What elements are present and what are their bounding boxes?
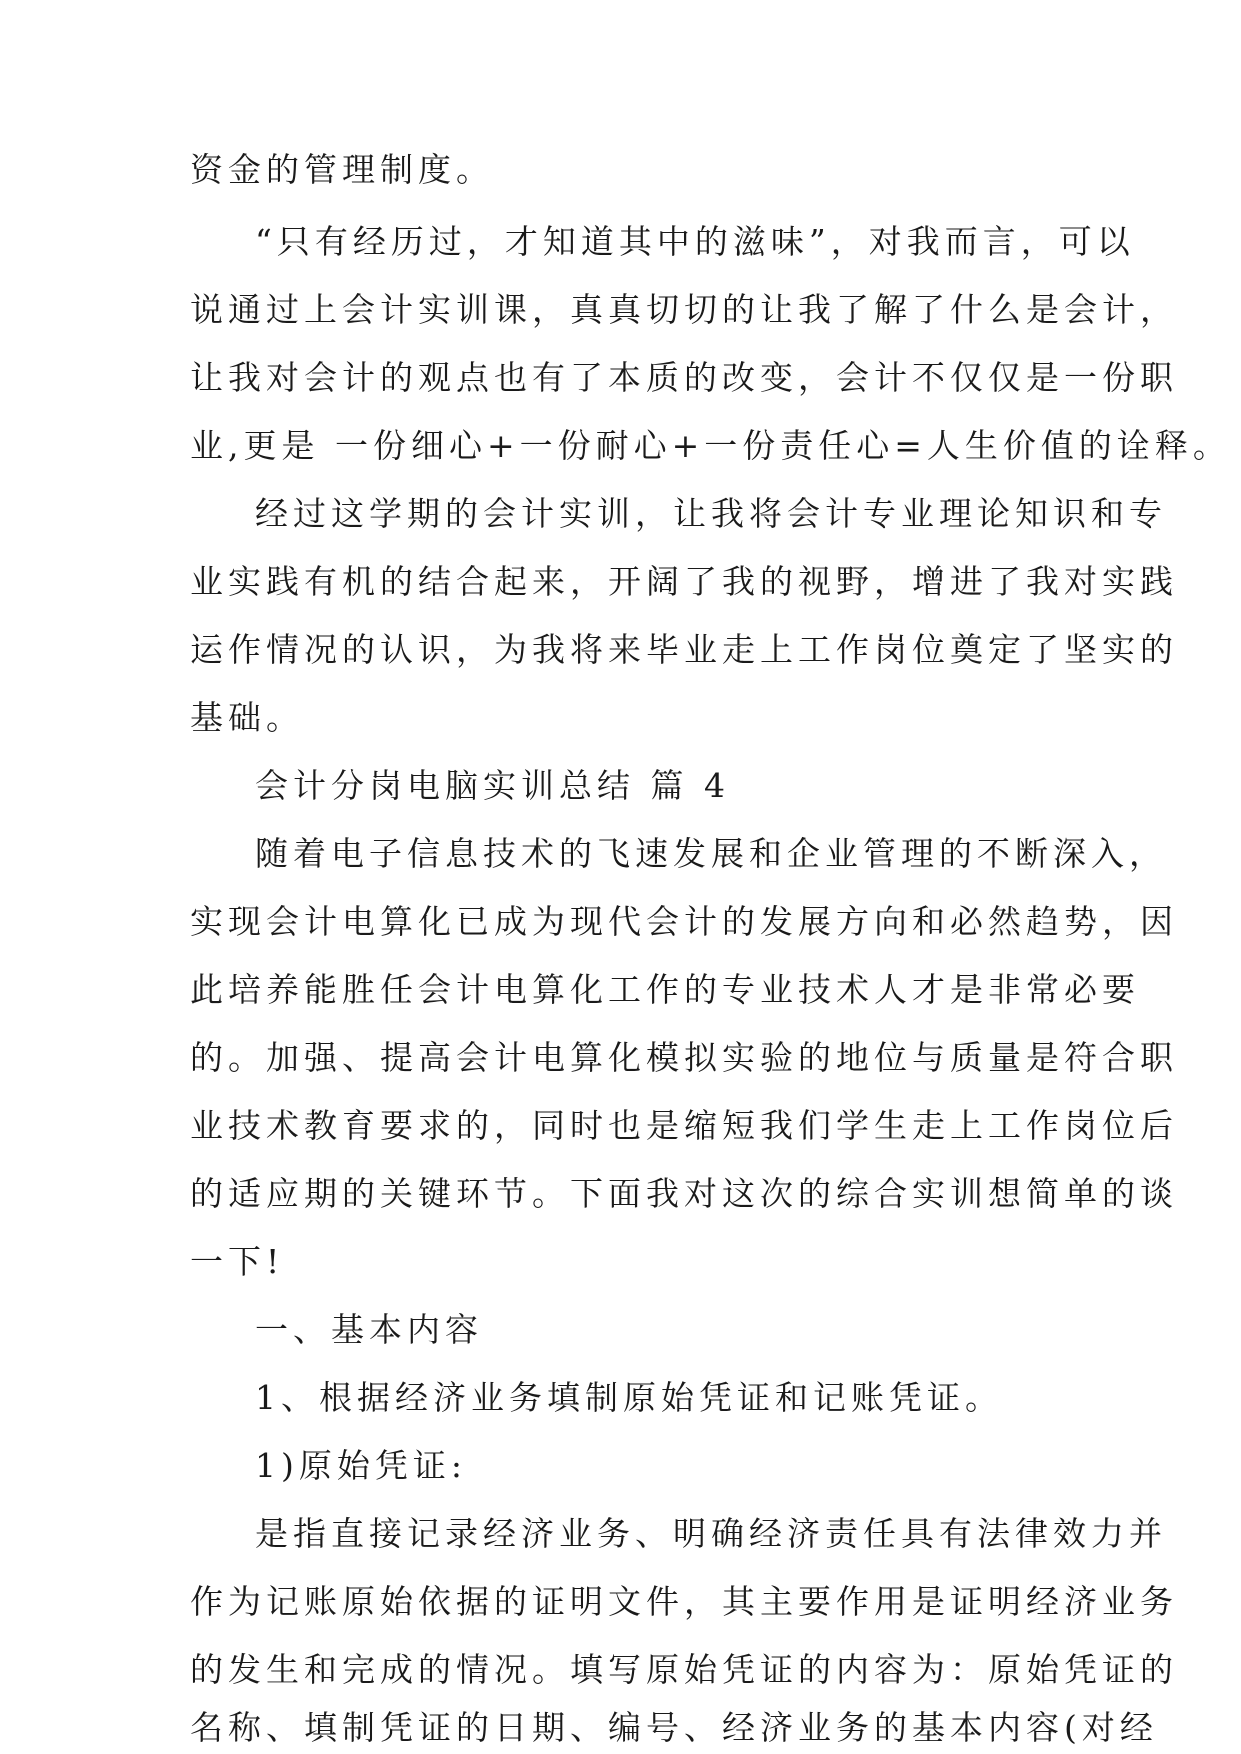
text-line: 经过这学期的会计实训，让我将会计专业理论知识和专 <box>255 494 1167 533</box>
text-line: 的发生和完成的情况。填写原始凭证的内容为：原始凭证的 <box>190 1650 1178 1689</box>
text-line: 随着电子信息技术的飞速发展和企业管理的不断深入， <box>255 834 1167 873</box>
text-line: 实现会计电算化已成为现代会计的发展方向和必然趋势，因 <box>190 902 1178 941</box>
text-line: 名称、填制凭证的日期、编号、经济业务的基本内容(对经 <box>190 1708 1158 1747</box>
text-line: 作为记账原始依据的证明文件，其主要作用是证明经济业务 <box>190 1582 1178 1621</box>
text-line: 业技术教育要求的，同时也是缩短我们学生走上工作岗位后 <box>190 1106 1178 1145</box>
text-line: 的。加强、提高会计电算化模拟实验的地位与质量是符合职 <box>190 1038 1178 1077</box>
text-line: 运作情况的认识，为我将来毕业走上工作岗位奠定了坚实的 <box>190 630 1178 669</box>
section-heading: 一、基本内容 <box>255 1310 483 1349</box>
text-line: 资金的管理制度。 <box>190 150 494 189</box>
text-line: 基础。 <box>190 698 304 737</box>
text-line: 业,更是 一份细心+一份耐心+一份责任心=人生价值的诠释。 <box>190 426 1231 465</box>
text-line: 业实践有机的结合起来，开阔了我的视野，增进了我对实践 <box>190 562 1178 601</box>
list-item: 1、根据经济业务填制原始凭证和记账凭证。 <box>255 1378 1003 1417</box>
section-heading: 会计分岗电脑实训总结 篇 4 <box>255 766 730 805</box>
text-line: 是指直接记录经济业务、明确经济责任具有法律效力并 <box>255 1514 1167 1553</box>
text-line: 一下! <box>190 1242 285 1281</box>
text-line: 让我对会计的观点也有了本质的改变，会计不仅仅是一份职 <box>190 358 1178 397</box>
text-line: “只有经历过，才知道其中的滋味”，对我而言，可以 <box>255 222 1135 261</box>
text-line: 的适应期的关键环节。下面我对这次的综合实训想简单的谈 <box>190 1174 1178 1213</box>
sub-item: 1)原始凭证: <box>255 1446 467 1485</box>
text-line: 此培养能胜任会计电算化工作的专业技术人才是非常必要 <box>190 970 1140 1009</box>
text-line: 说通过上会计实训课，真真切切的让我了解了什么是会计， <box>190 290 1178 329</box>
